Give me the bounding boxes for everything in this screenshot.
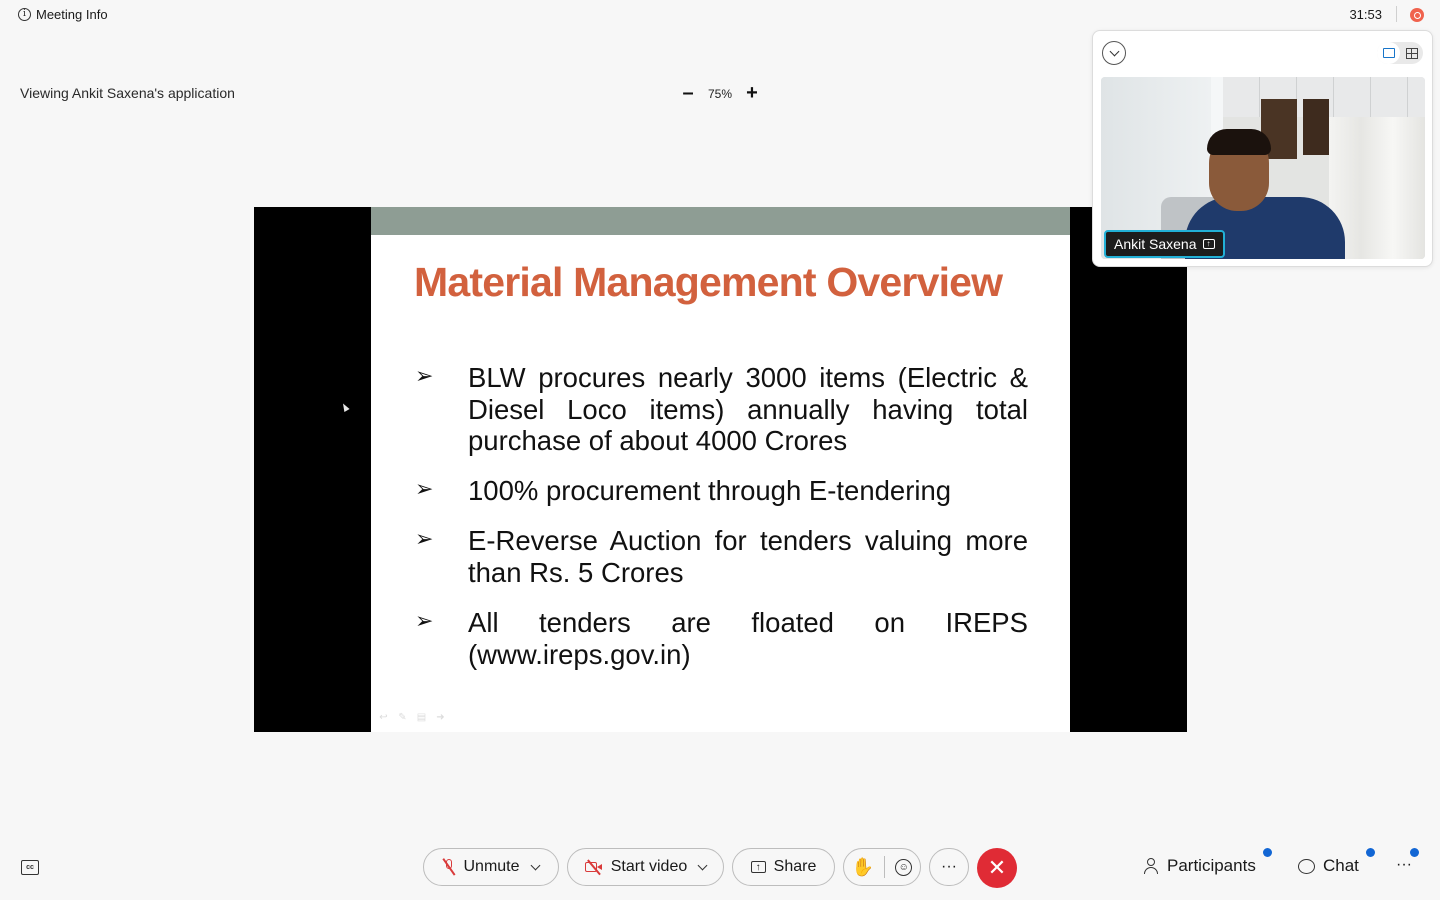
microphone-muted-icon	[443, 859, 455, 875]
meeting-timer: 31:53	[1349, 7, 1382, 22]
participant-name: Ankit Saxena	[1114, 236, 1197, 252]
end-call-button[interactable]: ✕	[977, 848, 1017, 888]
unmute-button[interactable]	[423, 848, 559, 886]
meeting-info-label: Meeting Info	[36, 6, 108, 22]
chat-button[interactable]	[1298, 856, 1359, 876]
overflow-menu-button[interactable]: ···	[1396, 856, 1412, 873]
start-video-label: Start video	[610, 858, 688, 875]
bullet-text: All tenders are floated on IREPS (www.ireps.gov.in)	[468, 607, 1028, 670]
zoom-control	[676, 82, 764, 106]
slide-header-band	[371, 207, 1070, 235]
raise-hand-icon[interactable]: ✋	[851, 856, 875, 877]
chevron-down-icon[interactable]	[698, 860, 708, 870]
divider	[1396, 6, 1397, 22]
arrow-bullet-icon: ➢	[415, 477, 434, 502]
grid-view-button[interactable]	[1400, 42, 1423, 64]
camera-off-icon	[585, 861, 603, 874]
slide-title: Material Management Overview	[414, 259, 1003, 305]
info-icon: i	[18, 8, 31, 21]
divider	[884, 856, 885, 878]
share-screen-icon: ↑	[751, 861, 766, 873]
presentation-slide	[371, 207, 1070, 732]
chat-icon	[1298, 859, 1315, 874]
participant-name-tag	[1104, 230, 1225, 258]
reactions-icon[interactable]: ☺	[895, 859, 912, 876]
bullet-text: E-Reverse Auction for tenders valuing more than Rs. 5 Crores	[468, 525, 1028, 588]
video-panel	[1092, 30, 1433, 267]
bullet-text: BLW procures nearly 3000 items (Electric & Diesel Loco items) annually having total purchase of about 4000 Crores	[468, 362, 1028, 457]
slide-forward-icon[interactable]: ➜	[436, 712, 445, 723]
participants-button[interactable]	[1143, 856, 1256, 876]
unmute-label: Unmute	[463, 858, 520, 875]
closed-captions-button[interactable]: cc	[21, 860, 39, 875]
arrow-bullet-icon: ➢	[415, 527, 434, 552]
zoom-out-button[interactable]: –	[682, 82, 694, 104]
slideshow-controls	[377, 713, 447, 723]
arrow-bullet-icon: ➢	[415, 609, 434, 634]
participants-notification-badge	[1263, 848, 1272, 857]
more-options-button[interactable]: ···	[929, 848, 969, 886]
participants-icon	[1143, 857, 1159, 875]
slide-menu-icon[interactable]: ▤	[416, 712, 427, 723]
chevron-down-icon	[1109, 47, 1119, 57]
meeting-info-button[interactable]	[18, 6, 108, 22]
zoom-level: 75%	[707, 87, 733, 101]
bullet-text: 100% procurement through E-tendering	[468, 475, 952, 506]
chat-notification-badge	[1366, 848, 1375, 857]
single-view-button[interactable]	[1377, 42, 1400, 64]
grid-view-icon	[1406, 48, 1418, 59]
overflow-notification-badge	[1410, 848, 1419, 857]
collapse-panel-button[interactable]	[1102, 41, 1126, 65]
start-video-button[interactable]	[567, 848, 724, 886]
reactions-group	[843, 848, 921, 886]
chevron-down-icon[interactable]	[530, 860, 540, 870]
sharing-icon: ↑	[1203, 239, 1215, 249]
slide-back-icon[interactable]: ↩	[379, 712, 388, 723]
slide-pen-icon[interactable]: ✎	[398, 712, 407, 723]
single-view-icon	[1383, 48, 1395, 58]
shared-screen	[254, 207, 1187, 732]
participants-label: Participants	[1167, 856, 1256, 875]
remote-cursor-icon	[340, 402, 349, 412]
layout-toggle	[1377, 42, 1423, 64]
share-button[interactable]	[732, 848, 835, 886]
share-label: Share	[773, 858, 817, 875]
participant-video[interactable]	[1101, 77, 1425, 259]
sharing-status-label: Viewing Ankit Saxena's application	[20, 85, 235, 101]
chat-label: Chat	[1323, 856, 1359, 875]
zoom-in-button[interactable]: +	[746, 82, 758, 104]
recording-indicator-icon[interactable]	[1410, 8, 1424, 22]
arrow-bullet-icon: ➢	[415, 364, 434, 389]
